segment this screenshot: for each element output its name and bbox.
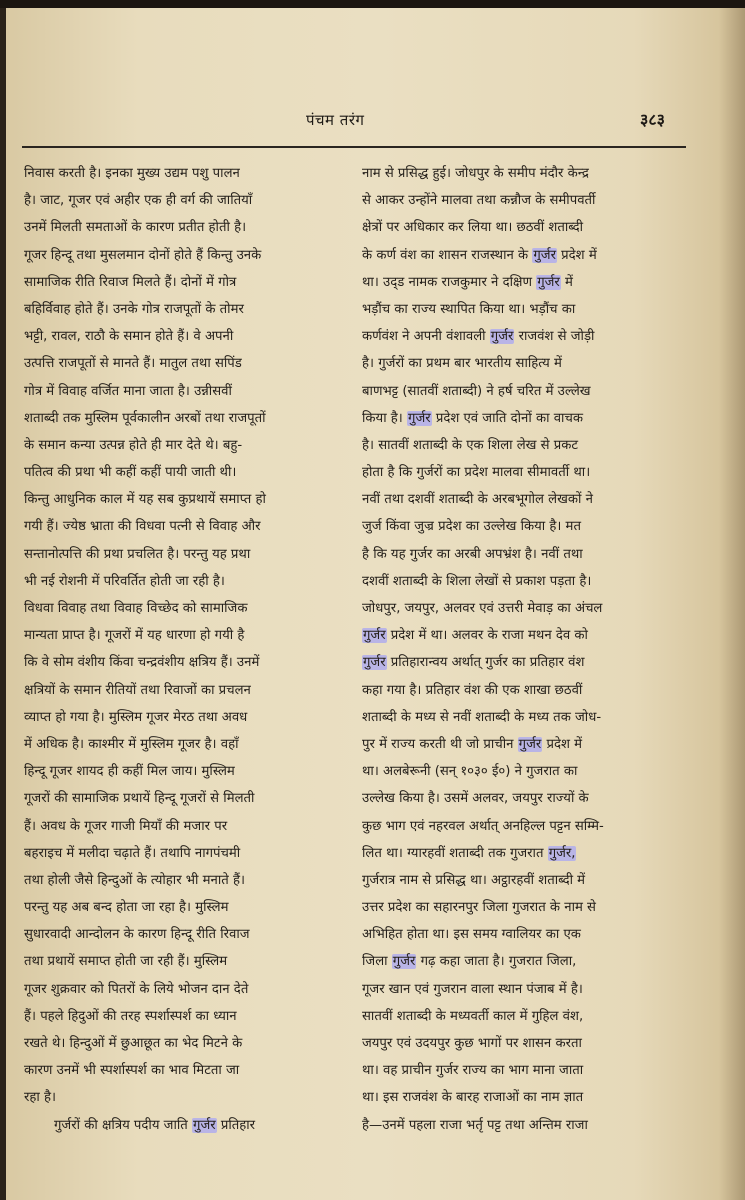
text-line xyxy=(362,785,702,812)
line-text: गुर्जरों की क्षत्रिय पदीय जाति xyxy=(54,1117,188,1133)
text-line xyxy=(362,187,702,214)
line-text: कर्णवंश ने अपनी वंशावली xyxy=(362,329,486,345)
text-line xyxy=(362,867,702,894)
line-text: बहिर्विवाह होते हैं। उनके गोत्र राजपूतों के तोमर xyxy=(24,301,244,317)
line-text: सातवीं शताब्दी के मध्यवर्ती काल में गुहिल वंश, xyxy=(362,1008,584,1024)
text-line xyxy=(362,459,702,486)
text-line xyxy=(24,677,364,704)
text-line xyxy=(362,541,702,568)
highlighted-word: गुर्जर xyxy=(533,247,556,263)
line-text: पुर में राज्य करती थी जो प्राचीन xyxy=(362,736,514,752)
line-text: कि वे सोम वंशीय किंवा चन्द्रवंशीय क्षत्रिय हैं। उनमें xyxy=(24,655,260,671)
line-text: था। वह प्राचीन गुर्जर राज्य का भाग माना जाता xyxy=(362,1063,584,1079)
text-line xyxy=(362,160,702,187)
line-text: कारण उनमें भी स्पर्शास्पर्श का भाव मिटता जा xyxy=(24,1063,240,1079)
text-line xyxy=(362,649,702,676)
highlighted-word: गुर्जर xyxy=(518,736,542,752)
text-line xyxy=(362,296,702,323)
text-line xyxy=(362,948,702,975)
left-column xyxy=(24,160,364,1139)
line-text: में अधिक है। काश्मीर में मुस्लिम गूजर है। वहाँ xyxy=(24,736,239,752)
line-text: किन्तु आधुनिक काल में यह सब कुप्रथायें समाप्त हो xyxy=(24,492,266,508)
line-text: गूजर खान एवं गुजरान वाला स्थान पंजाब में है। xyxy=(362,981,583,997)
line-text: किया है। xyxy=(362,410,403,426)
text-line xyxy=(24,731,364,758)
text-line xyxy=(362,758,702,785)
line-text: हिन्दू गूजर शायद ही कहीं मिल जाय। मुस्लिम xyxy=(24,764,235,780)
text-line xyxy=(24,785,364,812)
page-header xyxy=(6,106,745,136)
text-line xyxy=(24,840,364,867)
line-text: गयी हैं। ज्येष्ठ भ्राता की विधवा पत्नी से विवाह और xyxy=(24,519,261,535)
text-line xyxy=(362,921,702,948)
line-text: उल्लेख किया है। उसमें अलवर, जयपुर राज्यों के xyxy=(362,791,589,807)
text-line xyxy=(362,840,702,867)
right-column xyxy=(362,160,702,1139)
highlighted-word: गुर्जर xyxy=(408,410,431,426)
book-page xyxy=(6,8,745,1200)
text-line xyxy=(362,378,702,405)
text-line xyxy=(362,323,702,350)
line-text: था। उद्ड नामक राजकुमार ने दक्षिण xyxy=(362,274,532,290)
line-text: सुधारवादी आन्दोलन के कारण हिन्दू रीति रिवाज xyxy=(24,927,250,943)
text-line xyxy=(24,704,364,731)
text-line xyxy=(362,1084,702,1111)
highlighted-word: गुर्जर xyxy=(537,274,560,290)
line-text: कहा गया है। प्रतिहार वंश की एक शाखा छठवीं xyxy=(362,682,583,698)
text-line xyxy=(24,486,364,513)
line-text: दशवीं शताब्दी के शिला लेखों से प्रकाश पड़ता है। xyxy=(362,573,592,589)
text-line xyxy=(24,350,364,377)
text-line xyxy=(362,595,702,622)
line-text: जोधपुर, जयपुर, अलवर एवं उत्तरी मेवाड़ का अंचल xyxy=(362,601,603,616)
line-text: के समान कन्या उत्पन्न होते ही मार देते थे। बहु- xyxy=(24,437,243,453)
text-line xyxy=(24,649,364,676)
line-text-after: गढ़ कहा जाता है। गुजरात जिला, xyxy=(416,954,577,970)
text-line xyxy=(362,622,702,649)
text-line xyxy=(362,214,702,241)
line-text: नवीं तथा दशवीं शताब्दी के अरबभूगोल लेखकों ने xyxy=(362,492,593,508)
text-line xyxy=(24,323,364,350)
line-text: के कर्ण वंश का शासन राजस्थान के xyxy=(362,247,529,263)
line-text: से आकर उन्होंने मालवा तथा कन्नौज के समीपवर्ती xyxy=(362,193,596,209)
text-line xyxy=(24,214,364,241)
line-text: गुर्जरात्र नाम से प्रसिद्ध था। अट्ठारहवीं शताब्दी में xyxy=(362,872,586,888)
text-line xyxy=(362,432,702,459)
text-line xyxy=(362,350,702,377)
text-line xyxy=(362,976,702,1003)
line-text: था। अलबेरूनी (सन् १०३० ई०) ने गुजरात का xyxy=(362,764,578,780)
text-line xyxy=(24,813,364,840)
text-line xyxy=(362,704,702,731)
text-line xyxy=(24,568,364,595)
line-text: भट्टी, रावल, राठौ के समान होते हैं। वे अपनी xyxy=(24,329,234,345)
text-line xyxy=(24,1084,364,1111)
line-text: उत्पत्ति राजपूतों से मानते हैं। मातुल तथा सपिंड xyxy=(24,356,242,372)
line-text-after: प्रदेश में था। अलवर के राजा मथन देव को xyxy=(386,628,588,644)
line-text: विधवा विवाह तथा विवाह विच्छेद को सामाजिक xyxy=(24,601,248,616)
line-text: व्याप्त हो गया है। मुस्लिम गूजर मेरठ तथा अवध xyxy=(24,709,248,725)
line-text: परन्तु यह अब बन्द होता जा रहा है। मुस्लिम xyxy=(24,900,229,916)
text-line xyxy=(362,513,702,540)
text-line xyxy=(362,486,702,513)
line-text: गूजरों की सामाजिक प्रथायें हिन्दू गूजरों से मिलती xyxy=(24,791,255,807)
text-line xyxy=(24,242,364,269)
text-line xyxy=(24,867,364,894)
text-line xyxy=(362,1030,702,1057)
line-text: तथा होली जैसे हिन्दुओं के त्योहार भी मनाते हैं। xyxy=(24,872,245,888)
text-line xyxy=(24,758,364,785)
highlighted-word: गुर्जर xyxy=(193,1117,216,1133)
line-text: बहराइच में मलीदा चढ़ाते हैं। तथापि नागपंचमी xyxy=(24,845,241,861)
text-line xyxy=(24,1030,364,1057)
text-line xyxy=(362,269,702,296)
line-text: हैं। अवध के गूजर गाजी मियाँ की मजार पर xyxy=(24,818,228,834)
line-text: क्षत्रियों के समान रीतियों तथा रिवाजों का प्रचलन xyxy=(24,682,251,698)
line-text: पतित्व की प्रथा भी कहीं कहीं पायी जाती थी। xyxy=(24,465,237,481)
chapter-title: पंचम तरंग xyxy=(306,111,365,129)
page-number: ३८३ xyxy=(640,110,665,129)
line-text: सन्तानोत्पत्ति की प्रथा प्रचलित है। परन्तु यह प्रथा xyxy=(24,546,251,562)
line-text: जुर्ज किंवा जुज्र प्रदेश का उल्लेख किया है। मत xyxy=(362,519,581,535)
text-line xyxy=(24,405,364,432)
highlighted-word: गुर्जर xyxy=(363,628,386,644)
highlighted-word: गुर्जर xyxy=(392,954,416,970)
line-text: है। गुर्जरों का प्रथम बार भारतीय साहित्य में xyxy=(362,356,562,372)
text-line xyxy=(24,948,364,975)
text-line xyxy=(24,296,364,323)
text-line xyxy=(24,921,364,948)
line-text-after: प्रदेश में xyxy=(556,247,597,263)
line-text: है कि यह गुर्जर का अरबी अपभ्रंश है। नवीं तथा xyxy=(362,546,583,562)
line-text: उत्तर प्रदेश का सहारनपुर जिला गुजरात के नाम से xyxy=(362,900,596,916)
line-text-after: में xyxy=(560,274,573,290)
text-line xyxy=(362,405,702,432)
text-line xyxy=(362,813,702,840)
line-text: लित था। ग्यारहवीं शताब्दी तक गुजरात xyxy=(362,845,544,861)
text-line xyxy=(24,432,364,459)
text-line xyxy=(24,622,364,649)
text-line xyxy=(362,731,702,758)
line-text: बाणभट्ट (सातवीं शताब्दी) ने हर्ष चरित में उल्लेख xyxy=(362,383,591,399)
line-text-after: प्रतिहारान्वय अर्थात् गुर्जर का प्रतिहार वंश xyxy=(386,655,585,671)
text-line xyxy=(24,1057,364,1084)
line-text: था। इस राजवंश के बारह राजाओं का नाम ज्ञात xyxy=(362,1090,584,1106)
text-line xyxy=(24,459,364,486)
text-line xyxy=(362,1057,702,1084)
line-text: मान्यता प्राप्त है। गूजरों में यह धारणा हो गयी है xyxy=(24,628,245,644)
text-line xyxy=(24,187,364,214)
line-text-after: प्रदेश एवं जाति दोनों का वाचक xyxy=(431,410,583,426)
scan-top-edge xyxy=(0,0,745,8)
text-line xyxy=(24,894,364,921)
line-text: रहा है। xyxy=(24,1090,57,1106)
text-line xyxy=(24,541,364,568)
text-line xyxy=(362,1112,702,1139)
highlighted-word: गुर्जर xyxy=(490,329,514,345)
line-text: नाम से प्रसिद्ध हुई। जोधपुर के समीप मंदौर केन्द्र xyxy=(362,166,589,181)
line-text: निवास करती है। इनका मुख्य उद्यम पशु पालन xyxy=(24,166,240,181)
text-line xyxy=(24,160,364,187)
line-text: गोत्र में विवाह वर्जित माना जाता है। उन्नीसवीं xyxy=(24,383,232,399)
page-gutter-shadow xyxy=(719,8,745,1200)
line-text: रखते थे। हिन्दुओं में छुआछूत का भेद मिटने के xyxy=(24,1036,243,1051)
line-text: सामाजिक रीति रिवाज मिलते हैं। दोनों में गोत्र xyxy=(24,274,237,290)
line-text: शताब्दी तक मुस्लिम पूर्वकालीन अरबों तथा राजपूतों xyxy=(24,410,266,426)
text-line xyxy=(24,269,364,296)
line-text-after: प्रदेश में xyxy=(542,736,583,752)
header-rule xyxy=(22,146,686,148)
line-text: जिला xyxy=(362,954,388,970)
highlighted-word: गुर्जर xyxy=(363,655,386,671)
line-text: गूजर शुक्रवार को पितरों के लिये भोजन दान देते xyxy=(24,981,249,997)
line-text: है—उनमें पहला राजा भर्तृ पट्ट तथा अन्तिम राजा xyxy=(362,1117,588,1133)
line-text: है। जाट, गूजर एवं अहीर एक ही वर्ग की जातियाँ xyxy=(24,193,253,209)
line-text: होता है कि गुर्जरों का प्रदेश मालवा सीमावर्ती था। xyxy=(362,465,591,481)
text-line xyxy=(24,976,364,1003)
line-text-after: प्रतिहार xyxy=(216,1117,256,1133)
line-text-after: राजवंश से जोड़ी xyxy=(514,329,595,345)
line-text: भड़ौंच का राज्य स्थापित किया था। भड़ौंच का xyxy=(362,301,576,317)
highlighted-word: गुर्जर, xyxy=(548,845,576,861)
line-text: तथा प्रथायें समाप्त होती जा रही हैं। मुस्लिम xyxy=(24,954,228,970)
line-text: भी नई रोशनी में परिवर्तित होती जा रही है। xyxy=(24,573,225,589)
text-line xyxy=(24,1003,364,1030)
line-text: अभिहित होता था। इस समय ग्वालियर का एक xyxy=(362,927,581,943)
text-line xyxy=(24,1112,364,1139)
line-text: शताब्दी के मध्य से नवीं शताब्दी के मध्य तक जोध- xyxy=(362,709,602,725)
text-line xyxy=(24,378,364,405)
line-text: हैं। पहले हिदुओं की तरह स्पर्शास्पर्श का ध्यान xyxy=(24,1008,237,1024)
text-line xyxy=(362,242,702,269)
text-line xyxy=(24,513,364,540)
line-text: उनमें मिलती समताओं के कारण प्रतीत होती है। xyxy=(24,220,247,236)
text-line xyxy=(362,894,702,921)
line-text: कुछ भाग एवं नहरवल अर्थात् अनहिल्ल पट्टन सम्मि- xyxy=(362,818,604,834)
line-text: जयपुर एवं उदयपुर कुछ भागों पर शासन करता xyxy=(362,1036,582,1051)
text-line xyxy=(362,677,702,704)
text-line xyxy=(362,1003,702,1030)
line-text: है। सातवीं शताब्दी के एक शिला लेख से प्रकट xyxy=(362,437,579,453)
text-line xyxy=(362,568,702,595)
text-line xyxy=(24,595,364,622)
line-text: क्षेत्रों पर अधिकार कर लिया था। छठवीं शताब्दी xyxy=(362,220,584,236)
line-text: गूजर हिन्दू तथा मुसलमान दोनों होते हैं किन्तु उनके xyxy=(24,247,262,263)
